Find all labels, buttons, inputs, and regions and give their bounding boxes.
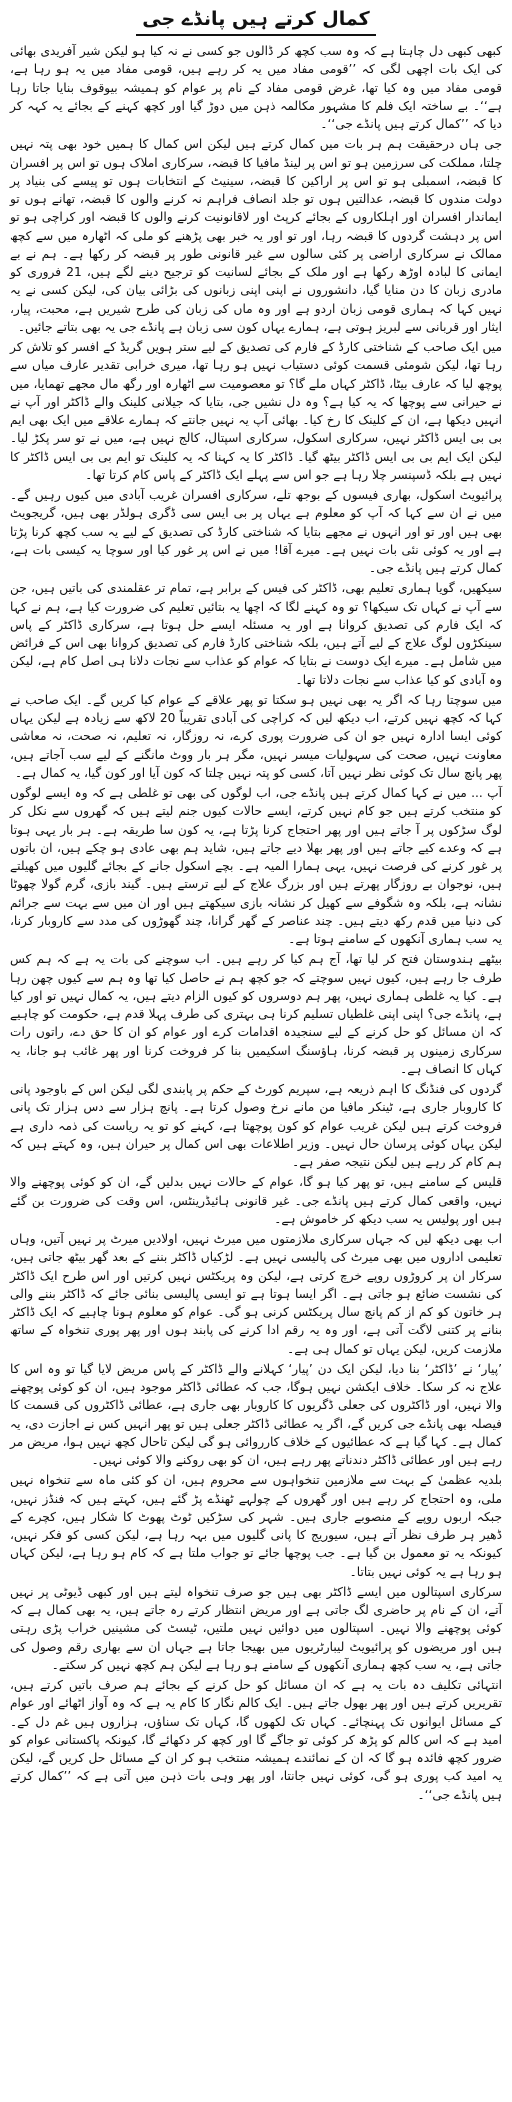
article-paragraph: کبھی کبھی دل چاہتا ہے کہ وہ سب کچھ کر ڈالوں جو کسی نے نہ کیا ہو لیکن شیر آفریدی بھائی کی ایک بات اچھی لگی کہ ’’قومی مفاد میں یہ کر رہے ہیں، قومی مفاد میں یہ ہو رہا ہے، قومی مفاد میں وہ کیا تھا، غرض قومی مفاد کے نام پر عوام کو ہمیشہ بیوقوف بنایا جاتا رہا ہے‘‘۔ بے ساختہ ایک فلم کا مشہور مکالمہ ذہن میں دوڑ گیا اور کچھ کہنے کے بجائے یہ کہہ کر دیا کہ ’’کمال کرتے ہیں پانڈے جی‘‘۔ [10, 44, 502, 131]
headline-container [10, 6, 502, 36]
article-paragraph: انتہائی تکلیف دہ بات یہ ہے کہ ان مسائل کو حل کرنے کے بجائے ہم صرف باتیں کرتے ہیں، تقریریں کرتے ہیں اور پھر بھول جاتے ہیں۔ ایک کالم نگار کا کام یہ ہے کہ وہ آواز اٹھائے اور عوام کے مسائل ایوانوں تک پہنچائے۔ کہاں تک لکھوں گا، کہاں تک سناؤں، ہزاروں ہیں غم دل کے۔ امید ہے کہ اس کالم کو پڑھ کر کوئی تو جاگے گا اور کچھ کر دکھائے گا، کیونکہ پاکستانی عوام کو ضرور کچھ فائدہ ہو گا کہ ان کے نمائندے ہمیشہ منتخب ہو کر ان کے مسائل حل کریں گے، لیکن یہ امید کب پوری ہو گی، کوئی نہیں جانتا، اور پھر وہی بات ذہن میں آتی ہے کہ ’’کمال کرتے ہیں پانڈے جی‘‘۔ [10, 1678, 502, 1802]
article-body [10, 42, 502, 1804]
article-headline: کمال کرتے ہیں پانڈے جی [136, 6, 375, 36]
article-paragraph: بیٹھے ہندوستان فتح کر لیا تھا، آج ہم کیا کر رہے ہیں۔ اب سوچنے کی بات یہ ہے کہ ہم کس طرف جا رہے ہیں، کیوں نہیں سوچتے کہ جو کچھ ہم نے حاصل کیا تھا وہ ہم سے کیوں چھن رہا ہے۔ کیا یہ غلطی ہماری نہیں، پھر ہم دوسروں کو کیوں الزام دیتے ہیں، یہ کمال نہیں تو اور کیا ہے، پانڈے جی؟ اپنی اپنی غلطیاں تسلیم کرنا ہی بہتری کی طرف پہلا قدم ہے، حکومت کو چاہیے کہ ان مسائل کو حل کرنے کے لیے سنجیدہ اقدامات کرے اور عوام کو ان کا حق دے، راتوں رات سرکاری زمینوں پر قبضہ کرنا، ہاؤسنگ اسکیمیں بنا کر فروخت کرنا اور پھر غائب ہو جانا، یہ کہاں کا انصاف ہے۔ [10, 952, 502, 1076]
article-paragraph: پرائیویٹ اسکول، بھاری فیسوں کے بوجھ تلے، سرکاری افسران غریب آبادی میں کیوں رہیں گے۔ میں نے ان سے کہا کہ آپ کو معلوم ہے یہاں پر بی ایس سی ڈگری ہولڈر بھی ہیں، گریجویٹ بھی ہیں اور تو اور انہوں نے مجھے بتایا کہ شناختی کارڈ کی تصدیق کے لیے یہ سب کچھ کرنا پڑتا ہے اور یہ کوئی نئی بات نہیں ہے۔ میرے آقا! میں نے اس پر غور کیا اور سوچا یہ کیسی بات ہے، کمال کرتے ہیں پانڈے جی۔ [10, 488, 502, 575]
article-paragraph: ’پیار‘ نے ’ڈاکٹر‘ بنا دیا، لیکن ایک دن ’پیار‘ کہلانے والے ڈاکٹر کے پاس مریض لایا گیا تو وہ اس کا علاج نہ کر سکا۔ خلاف ایکشن نہیں ہوگا، جب کہ عطائی ڈاکٹر موجود ہیں، ان کو کوئی پوچھنے والا نہیں، اور ڈاکٹروں کی جعلی ڈگریوں کا کاروبار بھی جاری ہے، عطائی ڈاکٹروں کی قسمت کا فیصلہ بھی پانڈے جی کریں گے، اگر یہ عطائی ڈاکٹر جعلی ہیں تو پھر انہیں کس نے اجازت دی، یہ کمال ہے۔ کہا گیا ہے کہ عطائیوں کے خلاف کارروائی ہو گی لیکن تاحال کچھ نہیں ہوا، مریض مر رہے ہیں اور عطائی ڈاکٹر دندناتے پھر رہے ہیں، ان کو بھی روکنے والا کوئی نہیں۔ [10, 1361, 502, 1467]
article-paragraph: آپ ... میں نے کہا کمال کرتے ہیں پانڈے جی، اب لوگوں کی بھی تو غلطی ہے کہ وہ ایسے لوگوں کو منتخب کرتے ہیں جو کام نہیں کرتے، ایسے حالات کیوں جنم لیتے ہیں کہ گھروں سے نکل کر لوگ سڑکوں پر آ جاتے ہیں اور پھر احتجاج کرنا پڑتا ہے، یہ کون سا طریقہ ہے۔ ہر بار یہی ہوتا ہے کہ وعدے کیے جاتے ہیں اور پھر بھلا دیے جاتے ہیں، شاید ہم بھی عادی ہو چکے ہیں، ان باتوں پر غور کرنے کی فرصت نہیں، یہی ہمارا المیہ ہے۔ بچے اسکول جانے کے بجائے گلیوں میں کھیلتے ہیں، نوجوان بے روزگار پھرتے ہیں اور بزرگ علاج کے لیے ترستے ہیں۔ گیند بازی، گرم گولا چھوٹا نشانہ ہے، بلکہ وہ شگوفے سے کھیل کر نشانہ بازی سیکھتے ہیں اور ان میں سے بہت سے جرائم کی دنیا میں قدم رکھ دیتے ہیں۔ چند عناصر کے گھر گرانا، چند گھوڑوں کی مدد سے کاروبار کرنا، یہ سب ہماری آنکھوں کے سامنے ہوتا ہے۔ [10, 786, 502, 946]
article-paragraph: قلیس کے سامنے ہیں، تو پھر کیا ہو گا، عوام کے حالات نہیں بدلیں گے، ان کو کوئی پوچھنے والا نہیں، واقعی کمال کرتے ہیں پانڈے جی۔ غیر قانونی ہائیڈرینٹس، اس وقت کی ضرورت بن گئے ہیں اور پولیس یہ سب دیکھ کر خاموش ہے۔ [10, 1175, 502, 1226]
article-paragraph: میں ایک صاحب کے شناختی کارڈ کے فارم کی تصدیق کے لیے ستر ہویں گریڈ کے افسر کو تلاش کر رہا تھا، لیکن شومئی قسمت کوئی دستیاب نہیں ہو رہا تھا، میری خرابی تقدیر عارف میاں سے پوچھ لیا کہ عارف بیٹا، ڈاکٹر کہاں ملے گا؟ تو معصومیت سے اٹھارہ اور رگھ مال مجھے تھمایا، میں نے حیرانی سے پوچھا کہ یہ کیا ہے؟ وہ دل نشیں جی، بتایا کہ جیلانی کلینک والے ڈاکٹر اور آپ نے انہیں دیکھا ہے، ان کے کلینک کا رخ کیا۔ بھائی آپ یہ نہیں جانتے کہ ہمارے علاقے میں ایک بھی ایم بی بی ایس ڈاکٹر نہیں، سرکاری اسکول، سرکاری اسپتال، کالج نہیں ہے، میں نے تو سر پکڑ لیا۔ لیکن ایک ایم بی بی ایس ڈاکٹر بیٹھ گیا۔ ڈاکٹر کا یہ کہنا کہ یہ کلینک تو ایم بی بی ایس ڈاکٹر کا نہیں ہے بلکہ ڈسپنسر چلا رہا ہے جو اس سے پہلے ایک ڈاکٹر کے پاس کام کرتا تھا۔ [10, 340, 502, 482]
article-paragraph: میں سوچتا رہا کہ اگر یہ بھی نہیں ہو سکتا تو پھر علاقے کے عوام کیا کریں گے۔ ایک صاحب نے کہا کہ کچھ نہیں کرتے، اب دیکھ لیں کہ کراچی کی آبادی تقریباً 20 لاکھ سے زیادہ ہے لیکن یہاں کوئی ایسا ادارہ نہیں جو ان کی ضرورت پوری کرے، نہ روزگار، نہ تعلیم، نہ صحت، نہ معاشی معاونت نہیں، صحت کی سہولیات میسر نہیں، مگر ہر بار ووٹ مانگنے کے لیے سب آجاتے ہیں، پھر پانچ سال تک کوئی نظر نہیں آتا، کسی کو پتہ نہیں چلتا کہ کون آیا اور کون گیا، یہ کمال ہے۔ [10, 692, 502, 780]
article-paragraph: جی ہاں درحقیقت ہم ہر بات میں کمال کرتے ہیں لیکن اس کمال کا ہمیں خود بھی پتہ نہیں چلتا، مملکت کی سرزمین ہو تو اس پر لینڈ مافیا کا قبضہ، سرکاری املاک ہوں تو اس پر افسران کا قبضہ، اسمبلی ہو تو اس پر اراکین کا قبضہ، سینیٹ کے انتخابات ہوں تو پیسے کی بنیاد پر دولت مندوں کا قبضہ، عدالتیں ہوں تو جلد انصاف فراہم نہ کرنے والوں کا قبضہ، تھانے ہوں تو ایماندار افسران اور اہلکاروں کے بجائے کرپٹ اور لاقانونیت کرنے والوں کا قبضہ اور کراچی ہو تو اس پر دہشت گردوں کا قبضہ رہا، اور تو اور یہ خبر بھی پڑھنے کو ملی کہ اٹھارہ میں سے کچھ ممالک نے سرکاری اراضی پر کئی سالوں سے غیر قانونی طور پر قبضہ کر رکھا ہے۔ ہم نے بے ایمانی کا لبادہ اوڑھ رکھا ہے اور ملک کے بجائے لسانیت کو ترجیح دینے لگے ہیں، 21 فروری کو مادری زبان کا دن منایا گیا، دانشوروں نے اپنی اپنی زبانوں کی بڑائی بیان کی، لیکن کسی نے یہ نہیں کہا کہ ہماری قومی زبان اردو ہے اور وہ ماں کی زبان کی طرح شیریں ہے، محبت، پیار، ایثار اور قربانی سے لبریز ہوتی ہے، ہمارے یہاں کون سی زبان ہے پانڈے جی یہ بھی بتاتے جائیں۔ [10, 137, 502, 334]
article-paragraph: سرکاری اسپتالوں میں ایسے ڈاکٹر بھی ہیں جو صرف تنخواہ لیتے ہیں اور کبھی ڈیوٹی پر نہیں آتے، ان کے نام پر حاضری لگ جاتی ہے اور مریض انتظار کرتے رہ جاتے ہیں، یہ بھی کمال ہے کہ کوئی پوچھنے والا نہیں۔ اسپتالوں میں دوائیں نہیں ملتیں، ٹیسٹ کی مشینیں خراب پڑی رہتی ہیں اور مریضوں کو پرائیویٹ لیبارٹریوں میں بھیجا جاتا ہے جہاں ان سے بھاری رقم وصول کی جاتی ہے، یہ سب کچھ ہماری آنکھوں کے سامنے ہو رہا ہے لیکن ہم کچھ نہیں کر سکتے۔ [10, 1584, 502, 1672]
article-paragraph: سیکھیں، گویا ہماری تعلیم بھی، ڈاکٹر کی فیس کے برابر ہے، تمام تر عقلمندی کی باتیں ہیں، جن سے آپ نے کہاں تک سیکھا؟ تو وہ کہنے لگا کہ اچھا یہ بتائیں تعلیم کی ضرورت کیا ہے، ہم نے کہا کہ ایک فارم کی تصدیق کروانا ہے اور یہ مسئلہ ایسے حل ہوتا ہے، سرکاری ڈاکٹر کے پاس سینکڑوں لوگ علاج کے لیے آتے ہیں، بلکہ شناختی کارڈ فارم کی تصدیق کروانا بھی اس کے فرائض میں شامل ہے۔ میرے ایک دوست نے بتایا کہ عوام کو عذاب سے نجات دلانا ہی اصل کام ہے، لیکن وہ آبادی کو کیا عذاب سے نجات دلاتا تھا۔ [10, 581, 502, 687]
article-paragraph: بلدیہ عظمیٰ کے بہت سے ملازمین تنخواہوں سے محروم ہیں، ان کو کئی ماہ سے تنخواہ نہیں ملی، وہ احتجاج کر رہے ہیں اور گھروں کے چولہے ٹھنڈے پڑ گئے ہیں، کہتے ہیں کہ فنڈز نہیں، جبکہ اربوں روپے کے منصوبے جاری ہیں۔ شہر کی سڑکیں ٹوٹ پھوٹ کا شکار ہیں، کچرے کے ڈھیر ہر طرف نظر آتے ہیں، سیوریج کا پانی گلیوں میں بہہ رہا ہے، لیکن کسی کو فکر نہیں، کیونکہ یہ تو معمول بن گیا ہے۔ جب پوچھا جائے تو جواب ملتا ہے کہ کام ہو رہا ہے، لیکن کہاں ہو رہا ہے یہ کوئی نہیں بتاتا۔ [10, 1473, 502, 1579]
article-paragraph: اب بھی دیکھ لیں کہ جہاں سرکاری ملازمتوں میں میرٹ نہیں، اولادیں میرٹ پر نہیں آتیں، وہاں تعلیمی اداروں میں بھی میرٹ کی پالیسی نہیں ہے۔ لڑکیاں ڈاکٹر بننے کے بعد گھر بیٹھ جاتی ہیں، سرکار ان پر کروڑوں روپے خرچ کرتی ہے، لیکن وہ پریکٹس نہیں کرتیں اور اس طرح ایک ڈاکٹر کی نشست ضائع ہو جاتی ہے۔ اگر ایسا ہوتا ہے تو ایسی پالیسی بنائی جائے کہ ڈاکٹر بننے والی ہر خاتون کو کم از کم پانچ سال پریکٹس کرنی ہو گی۔ عوام کو معلوم ہونا چاہیے کہ ایک ڈاکٹر بنانے پر کتنی لاگت آتی ہے، اور وہ یہ رقم ادا کرنے کی پابند ہوں اور پھر پوری تنخواہ کے ساتھ ملازمت کریں، لیکن یہاں تو کمال ہی ہے۔ [10, 1232, 502, 1356]
article-paragraph: گردوں کی فنڈنگ کا اہم ذریعہ ہے، سپریم کورٹ کے حکم پر پابندی لگی لیکن اس کے باوجود پانی کا کاروبار جاری ہے، ٹینکر مافیا من مانے نرخ وصول کرتا ہے۔ پانچ ہزار سے دس ہزار تک پانی فروخت کرتے ہیں لیکن غریب عوام کو کون پوچھتا ہے، کہنے کو تو یہ ریاست کی ذمہ داری ہے لیکن یہاں کوئی پرسان حال نہیں۔ وزیر اطلاعات بھی اس کمال پر حیران ہیں، وہ کہتے ہیں کہ ہم کام کر رہے ہیں لیکن نتیجہ صفر ہے۔ [10, 1082, 502, 1169]
